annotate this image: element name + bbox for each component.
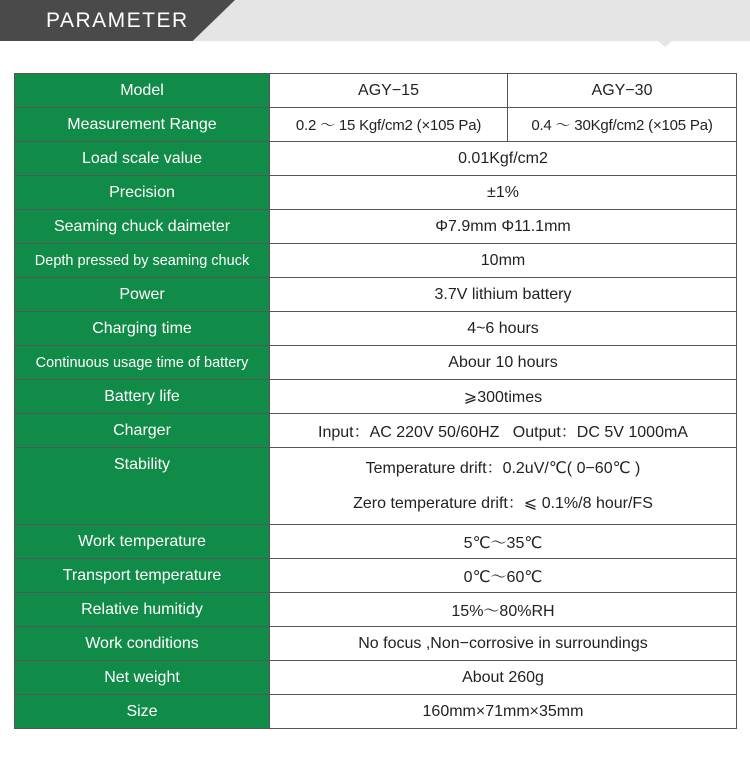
table-row [15,176,737,210]
stability-line-1: Temperature drift：0.2uV/℃( 0−60℃ ) [365,460,641,477]
header-notch [658,41,672,47]
precision-value: ±1% [270,176,737,210]
table-row [15,74,737,108]
table-row [15,380,737,414]
row-label-precision: Precision [15,176,270,210]
table-row [15,414,737,448]
table-row [15,695,737,729]
table-row [15,210,737,244]
table-row [15,244,737,278]
row-label-transport-temperature: Transport temperature [15,559,270,593]
table-row [15,559,737,593]
row-label-continuous-usage: Continuous usage time of battery [15,346,270,380]
table-row [15,661,737,695]
net-weight-value: About 260g [270,661,737,695]
table-row [15,278,737,312]
row-label-charging-time: Charging time [15,312,270,346]
measurement-range-agy30: 0.4 ～ 30Kgf/cm2 (×105 Pa) [508,108,737,142]
row-label-stability: Stability [15,448,270,525]
continuous-usage-value: Abour 10 hours [270,346,737,380]
row-label-net-weight: Net weight [15,661,270,695]
work-temperature-value: 5℃～35℃ [270,525,737,559]
row-label-depth-pressed: Depth pressed by seaming chuck [15,244,270,278]
row-label-power: Power [15,278,270,312]
table-row [15,627,737,661]
table-row [15,142,737,176]
row-label-size: Size [15,695,270,729]
stability-line-2: Zero temperature drift：⩽ 0.1%/8 hour/FS [353,495,653,512]
row-label-seaming-chuck: Seaming chuck daimeter [15,210,270,244]
size-value: 160mm×71mm×35mm [270,695,737,729]
table-row [15,108,737,142]
charging-time-value: 4~6 hours [270,312,737,346]
charger-value: Input：AC 220V 50/60HZ Output：DC 5V 1000mA [270,414,737,448]
measurement-range-agy15: 0.2 ～ 15 Kgf/cm2 (×105 Pa) [270,108,508,142]
row-label-work-temperature: Work temperature [15,525,270,559]
parameter-table [14,73,737,729]
row-label-battery-life: Battery life [15,380,270,414]
page-title: PARAMETER [46,9,189,32]
work-conditions-value: No focus ,Non−corrosive in surroundings [270,627,737,661]
model-agy30: AGY−30 [508,74,737,108]
battery-life-value: ⩾300times [270,380,737,414]
seaming-chuck-value: Φ7.9mm Φ11.1mm [270,210,737,244]
relative-humidity-value: 15%～80%RH [270,593,737,627]
row-label-work-conditions: Work conditions [15,627,270,661]
row-label-charger: Charger [15,414,270,448]
row-label-model: Model [15,74,270,108]
row-label-relative-humidity: Relative humitidy [15,593,270,627]
transport-temperature-value: 0℃～60℃ [270,559,737,593]
table-row [15,593,737,627]
power-value: 3.7V lithium battery [270,278,737,312]
table-row [15,525,737,559]
row-label-measurement-range: Measurement Range [15,108,270,142]
row-label-load-scale: Load scale value [15,142,270,176]
depth-pressed-value: 10mm [270,244,737,278]
load-scale-value: 0.01Kgf/cm2 [270,142,737,176]
table-row [15,346,737,380]
table-row [15,448,737,525]
model-agy15: AGY−15 [270,74,508,108]
table-row [15,312,737,346]
stability-value [270,448,737,525]
